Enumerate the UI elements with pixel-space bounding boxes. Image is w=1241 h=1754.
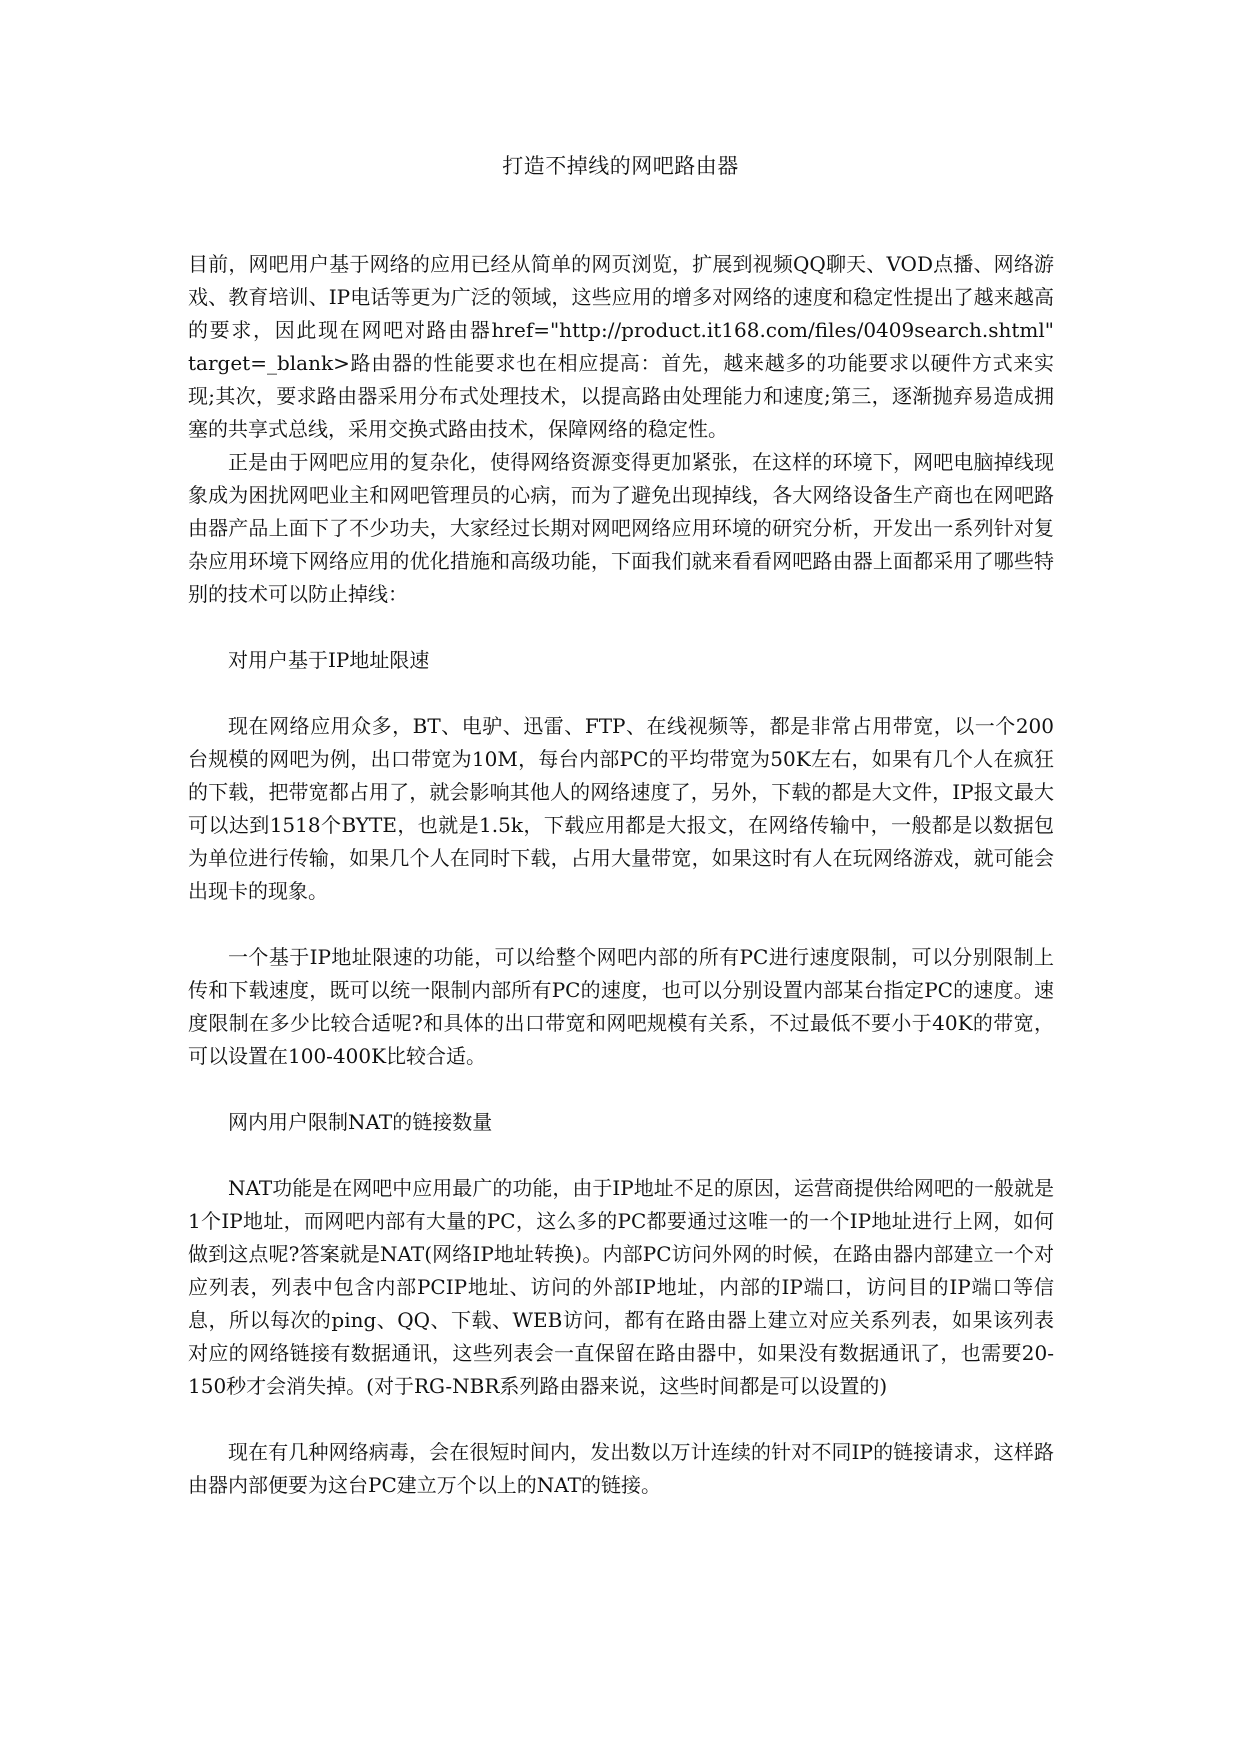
paragraph-background: 正是由于网吧应用的复杂化，使得网络资源变得更加紧张，在这样的环境下，网吧电脑掉线现象成为困扰网吧业主和网吧管理员的心病，而为了避免出现掉线，各大网络设备生产商也在网吧路由器产品上面下了不少功夫，大家经过长期对网吧网络应用环境的研究分析，开发出一系列针对复杂应用环境下网络应用的优化措施和高级功能，下面我们就来看看网吧路由器上面都采用了哪些特别的技术可以防止掉线： (188, 450, 1054, 606)
paragraph-intro: 目前，网吧用户基于网络的应用已经从简单的网页浏览，扩展到视频QQ聊天、VOD点播、网络游戏、教育培训、IP电话等更为广泛的领域，这些应用的增多对网络的速度和稳定性提出了越来越高的要求，因此现在网吧对路由器href="http://product.it168.com/files/0409search.shtml" target=_blank>路由器的性能要求也在相应提高：首先，越来越多的功能要求以硬件方式来实现;其次，要求路由器采用分布式处理技术，以提高路由处理能力和速度;第三，逐渐抛弃易造成拥塞的共享式总线，采用交换式路由技术，保障网络的稳定性。 (188, 252, 1054, 441)
paragraph-bandwidth: 现在网络应用众多，BT、电驴、迅雷、FTP、在线视频等，都是非常占用带宽，以一个200台规模的网吧为例，出口带宽为10M，每台内部PC的平均带宽为50K左右，如果有几个人在疯狂的下载，把带宽都占用了，就会影响其他人的网络速度了，另外，下载的都是大文件，IP报文最大可以达到1518个BYTE，也就是1.5k，下载应用都是大报文，在网络传输中，一般都是以数据包为单位进行传输，如果几个人在同时下载，占用大量带宽，如果这时有人在玩网络游戏，就可能会出现卡的现象。 (188, 714, 1054, 903)
paragraph-virus: 现在有几种网络病毒，会在很短时间内，发出数以万计连续的针对不同IP的链接请求，这样路由器内部便要为这台PC建立万个以上的NAT的链接。 (188, 1440, 1054, 1497)
section-heading-ip-rate-limit: 对用户基于IP地址限速 (228, 648, 430, 672)
paragraph-ip-rate-limit: 一个基于IP地址限速的功能，可以给整个网吧内部的所有PC进行速度限制，可以分别限制上传和下载速度，既可以统一限制内部所有PC的速度，也可以分别设置内部某台指定PC的速度。速度限制在多少比较合适呢?和具体的出口带宽和网吧规模有关系，不过最低不要小于40K的带宽，可以设置在100-400K比较合适。 (188, 945, 1054, 1068)
paragraph-nat: NAT功能是在网吧中应用最广的功能，由于IP地址不足的原因，运营商提供给网吧的一般就是1个IP地址，而网吧内部有大量的PC，这么多的PC都要通过这唯一的一个IP地址进行上网，如何做到这点呢?答案就是NAT(网络IP地址转换)。内部PC访问外网的时候，在路由器内部建立一个对应列表，列表中包含内部PCIP地址、访问的外部IP地址，内部的IP端口，访问目的IP端口等信息，所以每次的ping、QQ、下载、WEB访问，都有在路由器上建立对应关系列表，如果该列表对应的网络链接有数据通讯，这些列表会一直保留在路由器中，如果没有数据通讯了，也需要20-150秒才会消失掉。(对于RG-NBR系列路由器来说，这些时间都是可以设置的) (188, 1176, 1054, 1398)
document-body (188, 248, 1054, 1502)
section-heading-nat-limit: 网内用户限制NAT的链接数量 (228, 1110, 493, 1134)
document-title: 打造不掉线的网吧路由器 (502, 154, 739, 178)
